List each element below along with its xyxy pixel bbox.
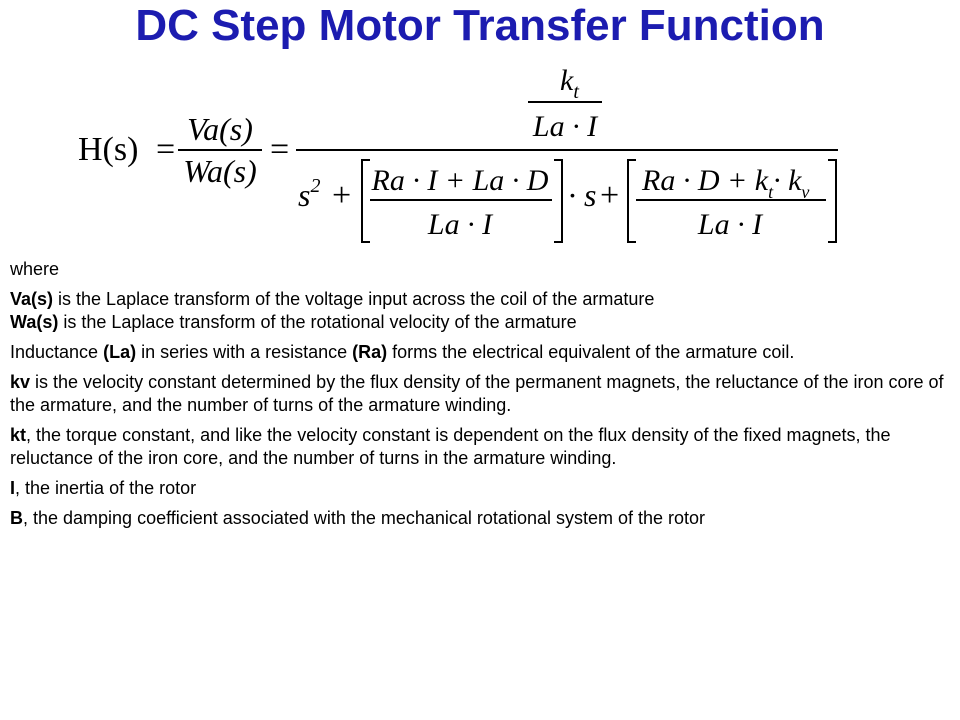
eq-lhs: H(s) [78,131,139,168]
ind-text-c: forms the electrical equivalent of the armature coil. [387,342,795,362]
eq-bracket-1-left [362,160,370,242]
where-line: where [10,259,60,279]
eq-dot-s: · s [568,177,597,213]
eq-bracket1-den: La · I [427,208,493,241]
eq-top-den: La · I [532,110,598,143]
i-term: I [10,478,16,498]
wa-description: is the Laplace transform of the rotational velocity of the armature [58,312,577,332]
kv-description: is the velocity constant determined by the flux density of the permanent magnets, the reluctance of the iron core of the armature, and the number of turns of the armature winding. [10,372,944,415]
definitions-text [10,258,950,537]
eq-equals-2: = [270,131,290,168]
va-definition [10,288,950,311]
eq-bracket-2-right [828,160,836,242]
wa-term: Wa(s) [10,312,59,332]
damping-definition [10,507,950,530]
ind-text-a: Inductance [10,342,104,362]
eq-wa: Wa(s) [183,153,257,189]
eq-bracket2-num: $Ra \cdot D + k_t\cdot k_v$ [642,164,810,202]
eq-top-kt: $k_t$ [560,64,579,103]
eq-bracket-2-left [628,160,636,242]
eq-bracket-1-right [554,160,562,242]
va-description: is the Laplace transform of the voltage input across the coil of the armature [53,289,655,309]
ind-text-b: in series with a resistance [136,342,353,362]
page-title: DC Step Motor Transfer Function [135,1,825,50]
b-description: , the damping coefficient associated with the mechanical rotational system of the rotor [23,508,706,528]
eq-equals-1: = [156,131,176,168]
kv-definition [10,371,950,417]
kt-description: , the torque constant, and like the velocity constant is dependent on the flux density of the fixed magnets, the reluctance of the iron core, and the number of turns in the armature winding. [10,425,891,468]
eq-va: Va(s) [187,111,253,147]
kv-term: kv [10,372,31,392]
i-description: , the inertia of the rotor [15,478,197,498]
eq-bracket1-num: Ra · I + La · D [371,164,549,197]
equation-graphic [70,56,890,246]
inertia-definition [10,477,950,500]
va-term: Va(s) [10,289,54,309]
eq-plus-1: + [332,177,352,214]
eq-bracket2-den: La · I [697,208,763,241]
ra-term: (Ra) [352,342,388,362]
la-term: (La) [103,342,137,362]
transfer-function-equation [70,56,890,246]
eq-s-squared: $s^2$ [298,175,321,213]
kt-term: kt [10,425,27,445]
inductance-definition [10,341,950,364]
eq-plus-2: + [600,177,620,214]
wa-definition [10,311,950,334]
kt-definition [10,424,950,470]
b-term: B [10,508,23,528]
